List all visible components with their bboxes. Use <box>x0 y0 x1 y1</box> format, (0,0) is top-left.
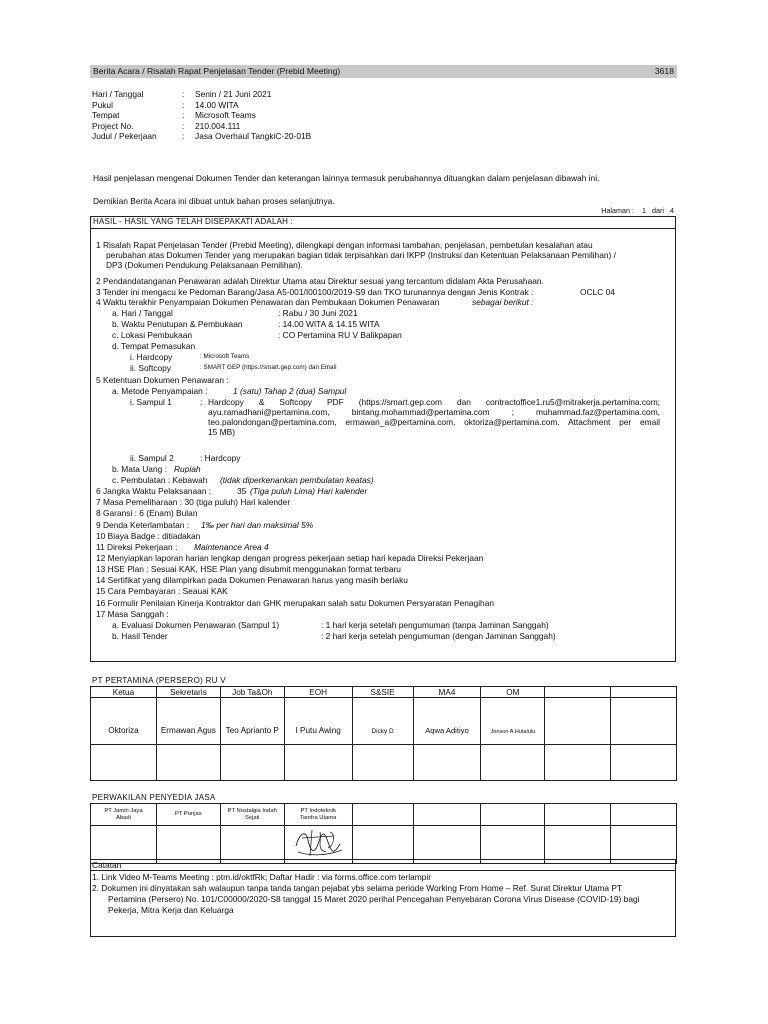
meta-key: Tempat <box>92 110 120 121</box>
item-5c-note: (tidak diperkenankan pembulatan keatas) <box>220 475 374 485</box>
envelope-1-line-1: Hardcopy & Softcopy PDF (https://smart.gep.com dan contractoffice1.ru5@mitrakerja.pertamina.com; <box>208 397 660 407</box>
vendor-cell <box>284 804 352 826</box>
item-17: 17 Masa Sanggah : <box>96 609 169 619</box>
item-11: 11 Direksi Pekerjaan : <box>96 542 178 552</box>
item-11-area: Maintenance Area 4 <box>194 542 269 552</box>
notes-heading: Catatan <box>92 860 122 870</box>
role-cell: EOH <box>284 687 352 698</box>
role-cell: OM <box>481 687 545 698</box>
meta-key: Hari / Tanggal <box>92 89 144 99</box>
vendor-name-line: PT Jamin Jaya <box>104 807 143 814</box>
note-2-line-3: Pekerja, Mitra Kerja dan Keluarga <box>108 905 234 915</box>
signature-cell <box>284 826 352 864</box>
results-heading: HASIL - HASIL YANG TELAH DISEPAKATI ADALAH : <box>93 217 293 226</box>
pertamina-signature-table <box>90 686 677 781</box>
vendor-signature-row <box>91 826 677 864</box>
note-1: 1. Link Video M-Teams Meeting : ptm.id/oktfRk; Daftar Hadir : via forms.office.com terlampir <box>92 872 431 882</box>
envelope-1-colon: : <box>200 397 203 407</box>
item-4d-ii-key: ii. Softcopy <box>130 363 171 373</box>
intro-paragraph: Hasil penjelasan mengenai Dokumen Tender dan keterangan lainnya termasuk perubahannya dituangkan dalam penjelasan dibawah ini. <box>93 173 600 183</box>
item-4d-i-value: : Microsoft Teams <box>200 353 250 360</box>
vendor-cell <box>156 804 220 826</box>
signature-cell <box>220 826 284 864</box>
empty-cell <box>545 687 611 698</box>
item-5b-currency: Rupiah <box>174 464 201 474</box>
pertamina-heading: PT PERTAMINA (PERSERO) RU V <box>92 676 226 685</box>
item-6: 6 Jangka Waktu Pelaksanaan : <box>96 486 212 496</box>
meta-row-time: Pukul : 14.00 WITA <box>92 99 239 110</box>
handwritten-signature <box>290 826 346 860</box>
name-cell: Aqwa Aditiyo <box>413 698 481 745</box>
item-9: 9 Denda Keterlambatan : <box>96 520 190 530</box>
vendor-cell <box>91 804 157 826</box>
results-heading-row <box>90 216 676 229</box>
signature-cell <box>91 826 157 864</box>
meta-row-title: Judul / Pekerjaan : Jasa Overhaul TangkiC-20-01B <box>92 131 312 142</box>
item-3: 3 Tender ini mengacu ke Pedoman Barang/Jasa A5-001/I00100/2019-S9 dan TKO turunannya dengan Jenis Kontrak : <box>96 287 534 297</box>
page-label: Halaman : <box>601 206 634 215</box>
item-4b-value: : 14.00 WITA & 14.15 WITA <box>278 319 380 329</box>
item-4b-key: b. Waktu Penutupan & Pembukaan <box>112 319 243 329</box>
item-8: 8 Garansi : 6 (Enam) Bulan <box>96 508 198 518</box>
role-cell: Sekretaris <box>156 687 220 698</box>
item-17a-key: a. Evaluasi Dokumen Penawaran (Sampul 1) <box>112 620 280 630</box>
name-cell: Ermawan Agus <box>156 698 220 745</box>
item-4: 4 Waktu terakhir Penyampaian Dokumen Penawaran dan Pembukaan Dokumen Penawaran <box>96 297 440 307</box>
page-number: 1 <box>642 206 646 215</box>
vendors-heading: PERWAKILAN PENYEDIA JASA <box>92 793 216 802</box>
item-17b-value: : 2 hari kerja setelah pengumuman (dengan Jaminan Sanggah) <box>321 631 556 641</box>
item-16: 16 Formulir Penilaian Kinerja Kontraktor dan GHK merupakan salah satu Dokumen Persyaratan Penagihan <box>96 598 495 608</box>
item-15: 15 Cara Pembayaran : Seauai KAK <box>96 586 228 596</box>
item-4-note: sebagai berikut : <box>472 297 534 307</box>
closing-paragraph: Demikian Berita Acara ini dibuat untuk bahan proses selanjutnya. <box>93 196 335 206</box>
signature-cell <box>481 745 545 781</box>
role-cell: S&SIE <box>352 687 413 698</box>
signature-cell <box>545 826 611 864</box>
meta-row-date: Hari / Tanggal : Senin / 21 Juni 2021 <box>92 89 272 99</box>
signature-cell <box>481 826 545 864</box>
item-10: 10 Biaya Badge : ditiadakan <box>96 531 201 541</box>
contract-type: OCLC 04 <box>580 287 615 297</box>
empty-cell <box>481 804 545 826</box>
item-17a-value: : 1 hari kerja setelah pengumuman (tanpa Jaminan Sanggah) <box>321 620 549 630</box>
page-of: dari <box>652 206 664 215</box>
meta-key: Project No. <box>92 120 134 131</box>
signature-cell <box>352 745 413 781</box>
item-13: 13 HSE Plan : Sesuai KAK, HSE Plan yang disubmit menggunakan format terbaru <box>96 564 401 574</box>
vendor-signature-table <box>90 803 677 864</box>
item-7: 7 Masa Pemeliharaan : 30 (tiga puluh) Hari kalender <box>96 497 291 507</box>
item-4a-key: a. Hari / Tanggal <box>112 308 173 318</box>
empty-cell <box>611 698 677 745</box>
signature-cell <box>611 745 677 781</box>
role-cell: Ketua <box>91 687 157 698</box>
meta-row-place: Tempat : Microsoft Teams <box>92 110 256 121</box>
vendor-name-line: PT Punjas <box>175 811 202 817</box>
vendor-name-line: PT Nostalgia Indah <box>227 807 277 814</box>
name-cell: Oktoriza <box>91 698 157 745</box>
item-6-note: (Tiga puluh Lima) Hari kalender <box>250 486 368 496</box>
item-5a-method: 1 (satu) Tahap 2 (dua) Sampul <box>233 386 347 396</box>
meta-key: Pukul <box>92 99 113 110</box>
empty-cell <box>545 804 611 826</box>
signature-cell <box>413 745 481 781</box>
item-4d: d. Tempat Pemasukan <box>112 341 196 351</box>
vendor-names-row <box>91 804 677 826</box>
signature-cell <box>284 745 352 781</box>
name-cell: Dicky D <box>352 698 413 745</box>
meta-key: Judul / Pekerjaan <box>92 131 157 142</box>
signature-cell <box>352 826 413 864</box>
item-4d-ii-value: : SMART GEP (https://smart.gep.com) dan Email <box>200 364 337 371</box>
item-14: 14 Sertifikat yang dilampirkan pada Dokumen Penawaran harus yang masih berlaku <box>96 575 408 585</box>
envelope-1-key: i. Sampul 1 <box>130 397 172 407</box>
names-row <box>91 698 677 745</box>
roles-row <box>91 687 677 698</box>
meta-value: Jasa Overhaul TangkiC-20-01B <box>195 131 312 142</box>
envelope-2-key: ii. Sampul 2 <box>130 453 174 463</box>
vendor-name-line: Abadi <box>116 814 131 821</box>
document-number: 3618 <box>654 66 674 76</box>
vendor-name-line: PT Indoteknik <box>300 807 336 814</box>
vendor-name-line: Tandra Utama <box>299 814 337 821</box>
item-4c-value: : CO Pertamina RU V Balikpapan <box>278 330 402 340</box>
item-5b: b. Mata Uang : <box>112 464 167 474</box>
item-4d-i-key: i. Hardcopy <box>130 352 173 362</box>
item-4c-key: c. Lokasi Pembukaan <box>112 330 193 340</box>
item-5c: c. Pembulatan : Kebawah <box>112 475 208 485</box>
signature-cell <box>545 745 611 781</box>
empty-cell <box>545 698 611 745</box>
name-cell: Jonson A Hutalulu <box>481 698 545 745</box>
notes-divider <box>90 870 676 871</box>
envelope-1-line-3: teo.palondongan@pertamina.com, ermawan_a@pertamina.com, oktoriza@pertamina.com. Attachment per email <box>208 417 660 427</box>
signature-cell <box>413 826 481 864</box>
meta-row-project: Project No. : 210.004.111 <box>92 120 241 131</box>
item-1-line-2: perubahan atas Dokumen Tender yang merupakan bagian tidak terpisahkan dari IKPP (Instruksi dan Ketentuan Pelaksanaan Pemilihan) / <box>106 250 616 260</box>
meta-value: 14.00 WITA <box>195 99 239 110</box>
item-1-line-3: DP3 (Dokumen Pendukung Pelaksanaan Pemilihan). <box>106 260 303 270</box>
page-total: 4 <box>670 206 674 215</box>
signature-cell <box>156 826 220 864</box>
item-5a: a. Metode Penyampaian : <box>112 386 208 396</box>
signature-row <box>91 745 677 781</box>
document-title: Berita Acara / Risalah Rapat Penjelasan Tender (Prebid Meeting) <box>93 66 341 76</box>
item-6-value: 35 <box>237 486 247 496</box>
meeting-info <box>92 89 512 142</box>
results-list <box>96 240 672 660</box>
role-cell: Job Ta&Oh <box>220 687 284 698</box>
meta-value: 210.004.111 <box>195 120 241 131</box>
empty-cell <box>352 804 413 826</box>
name-cell: Teo Aprianto P <box>220 698 284 745</box>
note-2-line-1: 2. Dokumen ini dinyatakan sah walaupun tanpa tanda tangan pejabat ybs selama periode Working From Home – Ref. Surat Direktur Utama PT <box>92 883 623 893</box>
empty-cell <box>611 804 677 826</box>
signature-cell <box>156 745 220 781</box>
empty-cell <box>413 804 481 826</box>
page-indicator <box>601 206 674 215</box>
signature-cell <box>91 745 157 781</box>
empty-cell <box>611 687 677 698</box>
vendor-cell <box>220 804 284 826</box>
envelope-2-value: : Hardcopy <box>200 453 241 463</box>
signature-cell <box>220 745 284 781</box>
item-1-line-1: 1 Risalah Rapat Penjelasan Tender (Prebid Meeting), dilengkapi dengan informasi tambahan, penjelasan, pembetulan kesalahan atau <box>96 240 593 250</box>
meta-value: Senin / 21 Juni 2021 <box>195 89 272 99</box>
envelope-1-line-2: ayu.ramadhani@pertamina.com, bintang.mohammad@pertamina.com ; muhammad.faz@pertamina.com, <box>208 407 660 417</box>
signature-cell <box>611 826 677 864</box>
item-9-penalty: 1‰ per hari dan maksimal 5% <box>201 520 314 530</box>
name-cell: I Putu Awing <box>284 698 352 745</box>
note-2-line-2: Pertamina (Persero) No. 101/C00000/2020-S8 tanggal 15 Maret 2020 perihal Pencegahan Penyebaran Corona Virus Disease (COVID-19) bagi <box>108 894 640 904</box>
item-4a-value: : Rabu / 30 Juni 2021 <box>278 308 358 318</box>
item-17b-key: b. Hasil Tender <box>112 631 168 641</box>
vendor-name-line: Sejati <box>244 814 260 821</box>
meta-value: Microsoft Teams <box>195 110 256 121</box>
envelope-1-line-4: 15 MB) <box>208 427 235 437</box>
item-12: 12 Menyiapkan laporan harian lengkap dengan progress pekerjaan setiap hari kepada Direksi Pekerjaan <box>96 553 484 563</box>
role-cell: MA4 <box>413 687 481 698</box>
item-5: 5 Ketentuan Dokumen Penawaran : <box>96 375 229 385</box>
item-2: 2 Pendandatanganan Penawaran adalah Direktur Utama atau Direktur sesuai yang tercantum didalam Akta Perusahaan. <box>96 276 544 286</box>
